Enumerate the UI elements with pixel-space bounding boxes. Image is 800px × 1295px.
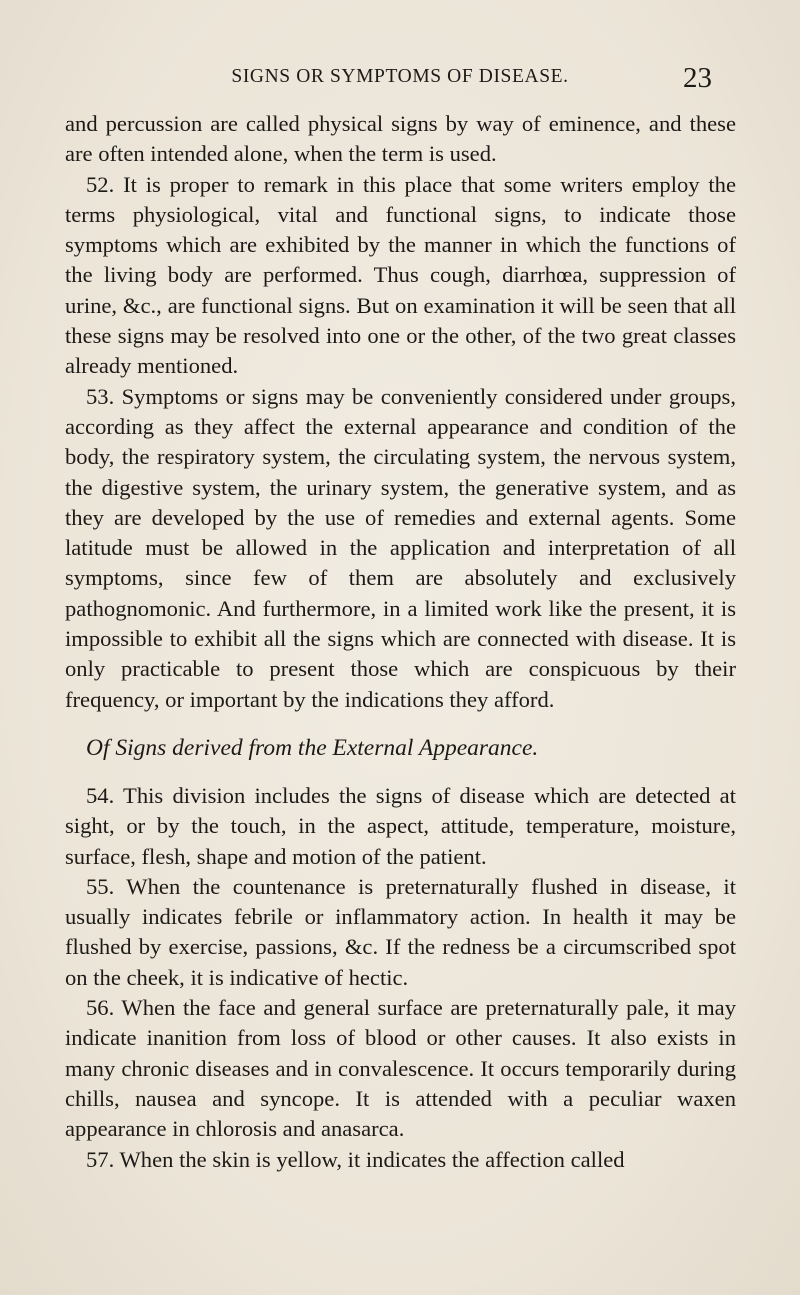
body-text (65, 109, 736, 1175)
paragraph-55: 55. When the countenance is preternaturally flushed in disease, it usually indicates febrile or inflammatory action. In health it may be flushed by exercise, passions, &c. If the redness be a circumscribed spot on the cheek, it is indicative of hectic. (65, 873, 736, 990)
running-head (0, 62, 800, 94)
paragraph-continuation: and percussion are called physical signs by way of eminence, and these are often intended alone, when the term is used. (65, 111, 736, 167)
paragraph-52: 52. It is proper to remark in this place that some writers employ the terms physiological, vital and functional signs, to indicate those symptoms which are exhibited by the manner in which the functions of the living body are performed. Thus cough, diarrhœa, suppression of urine, &c., are functional signs. But on examination it will be seen that all these signs may be resolved into one or the other, of the two great classes already mentioned. (65, 171, 736, 379)
paragraph-54: 54. This division includes the signs of disease which are detected at sight, or by the touch, in the aspect, attitude, temperature, moisture, surface, flesh, shape and motion of the patient. (65, 782, 736, 869)
paragraph-53: 53. Symptoms or signs may be conveniently considered under groups, according as they affect the external appearance and condition of the body, the respiratory system, the circulating system, the nervous system, the digestive system, the urinary system, the generative system, and as they are developed by the use of remedies and external agents. Some latitude must be allowed in the application and interpretation of all symptoms, since few of them are absolutely and exclusively pathognomonic. And furthermore, in a limited work like the present, it is impossible to exhibit all the signs which are connected with disease. It is only practicable to present those which are conspicuous by their frequency, or important by the indications they afford. (65, 383, 736, 712)
paragraph-56: 56. When the face and general surface are preternaturally pale, it may indicate inanition from loss of blood or other causes. It also exists in many chronic diseases and in convalescence. It occurs temporarily during chills, nausea and syncope. It is attended with a peculiar waxen appearance in chlorosis and anasarca. (65, 995, 736, 1142)
running-title: SIGNS OR SYMPTOMS OF DISEASE. (231, 66, 569, 87)
page-number: 23 (683, 62, 712, 94)
section-heading: Of Signs derived from the External Appearance. (86, 734, 539, 761)
paragraph-57: 57. When the skin is yellow, it indicates the affection called (86, 1146, 625, 1172)
